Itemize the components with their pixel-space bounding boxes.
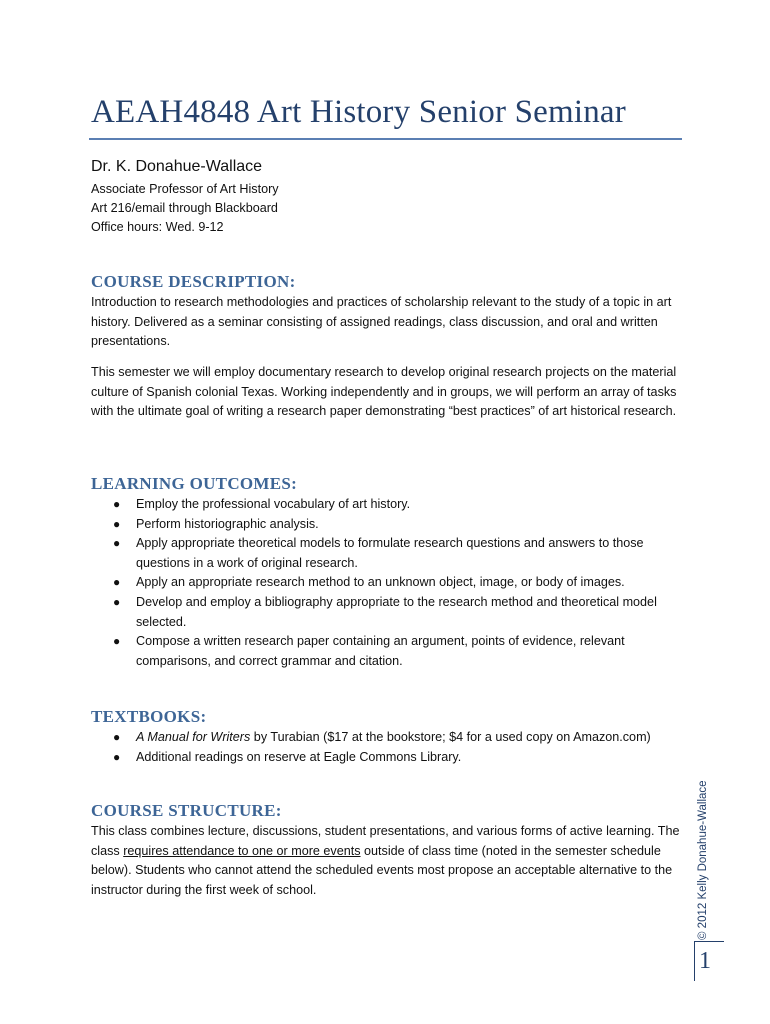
copyright-notice: © 2012 Kelly Donahue-Wallace xyxy=(697,780,709,940)
list-item: ● Develop and employ a bibliography appropriate to the research method and theoretical model selected. xyxy=(113,594,657,629)
instructor-position: Associate Professor of Art History xyxy=(91,182,279,196)
course-structure-heading: COURSE STRUCTURE: xyxy=(91,801,282,820)
list-item: ● Apply appropriate theoretical models to formulate research questions and answers to those questions in a work of original research. xyxy=(113,536,644,570)
bullet-icon: ● xyxy=(113,497,121,511)
bullet-icon: ● xyxy=(113,730,121,744)
instructor-name: Dr. K. Donahue-Wallace xyxy=(91,158,263,175)
bullet-icon: ● xyxy=(113,749,121,764)
page-title: AEAH4848 Art History Senior Seminar xyxy=(91,94,626,130)
course-description-heading: COURSE DESCRIPTION: xyxy=(91,272,296,291)
list-item: ● Compose a written research paper containing an argument, points of evidence, relevant comparisons, and correct grammar and citation. xyxy=(113,634,625,668)
textbooks-list xyxy=(91,728,681,767)
course-description-paragraph-2: This semester we will employ documentary research to develop original research projects on the material culture of Spanish colonial Texas. Working independently and in groups, we will perform an array of tasks with the ultimate goal of writing a research paper demonstrating “best practices” of art historical research. xyxy=(91,365,677,419)
bullet-icon: ● xyxy=(113,516,121,531)
list-item: ● Perform historiographic analysis. xyxy=(91,515,681,535)
list-item: ● Employ the professional vocabulary of art history. xyxy=(91,495,681,515)
list-item: ● A Manual for Writers by Turabian ($17 at the bookstore; $4 for a used copy on Amazon.com) xyxy=(91,728,681,748)
bullet-icon: ● xyxy=(113,634,121,649)
course-structure-paragraph: This class combines lecture, discussions, student presentations, and various forms of active learning. The class requires attendance to one or more events outside of class time (noted in the semester schedule below). Students who cannot attend the scheduled events most propose an acceptable alternative to the instructor during the first week of school. xyxy=(91,824,680,897)
bullet-icon: ● xyxy=(113,594,121,609)
textbooks-heading: TEXTBOOKS: xyxy=(91,707,207,726)
bullet-icon: ● xyxy=(113,575,121,590)
list-item: ● Additional readings on reserve at Eagle Commons Library. xyxy=(91,748,681,768)
learning-outcomes-list xyxy=(91,495,681,671)
footer-divider xyxy=(694,941,724,942)
textbook-title: A Manual for Writers xyxy=(136,730,251,744)
page-number: 1 xyxy=(699,948,711,974)
list-item: ● Apply an appropriate research method to an unknown object, image, or body of images. xyxy=(91,573,681,593)
bullet-icon: ● xyxy=(113,536,121,551)
attendance-requirement: requires attendance to one or more events xyxy=(123,843,361,858)
learning-outcomes-heading: LEARNING OUTCOMES: xyxy=(91,474,298,493)
title-divider xyxy=(89,138,682,140)
course-description-paragraph-1: Introduction to research methodologies and practices of scholarship relevant to the study of a topic in art history. Delivered as a seminar consisting of assigned readings, class discussion, and oral and written presentations. xyxy=(91,295,672,349)
office-hours: Office hours: Wed. 9-12 xyxy=(91,220,224,234)
instructor-office: Art 216/email through Blackboard xyxy=(91,201,278,215)
footer-vertical-divider xyxy=(694,941,695,981)
